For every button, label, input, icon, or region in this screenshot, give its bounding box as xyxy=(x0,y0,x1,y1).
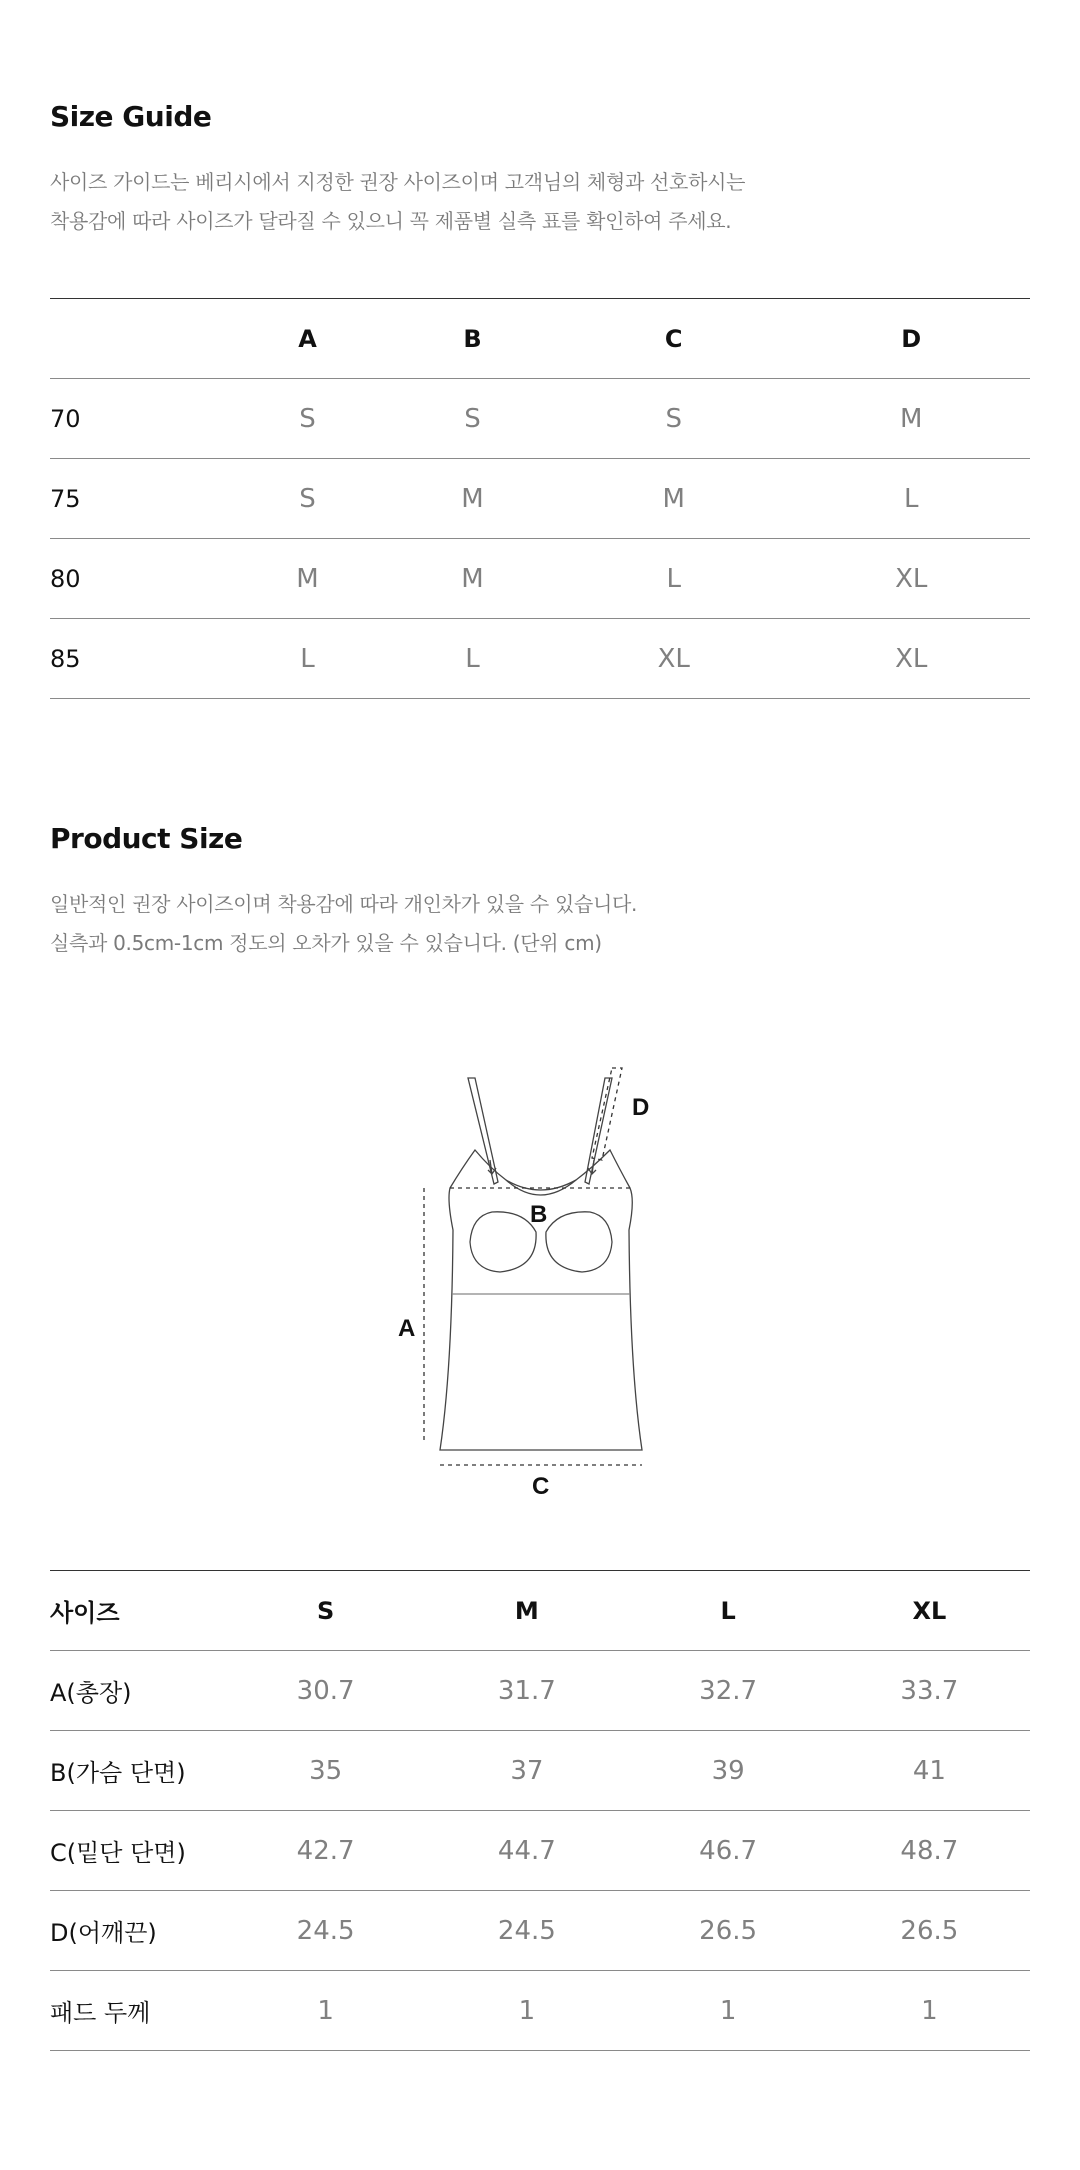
column-header: M xyxy=(514,1596,539,1625)
size-guide-desc-line1: 사이즈 가이드는 베리시에서 지정한 권장 사이즈이며 고객님의 체형과 선호하시는 xyxy=(50,170,746,194)
table-cell: 30.7 xyxy=(296,1675,355,1706)
table-cell: 33.7 xyxy=(900,1675,959,1706)
table-row xyxy=(50,1731,1030,1811)
table-cell: XL xyxy=(895,643,928,674)
row-label: 85 xyxy=(50,644,81,673)
table-cell: M xyxy=(662,483,685,514)
table-cell: L xyxy=(300,643,315,674)
size-header-label: 사이즈 xyxy=(50,1599,120,1627)
table-row xyxy=(50,1651,1030,1731)
table-cell: 44.7 xyxy=(497,1835,556,1866)
table-cell: L xyxy=(666,563,681,594)
header-blank xyxy=(50,299,225,379)
product-size-table xyxy=(50,1570,1030,2051)
table-row xyxy=(50,1891,1030,1971)
camisole-measurement-diagram xyxy=(340,1060,740,1520)
table-cell: XL xyxy=(895,563,928,594)
diagram-label-a: A xyxy=(398,1315,416,1342)
table-cell: 31.7 xyxy=(497,1675,556,1706)
size-guide-table xyxy=(50,298,1030,699)
product-size-section xyxy=(50,822,1030,963)
table-header-row xyxy=(50,1571,1030,1651)
table-cell: L xyxy=(465,643,480,674)
table-row xyxy=(50,1811,1030,1891)
table-row xyxy=(50,539,1030,619)
table-cell: 26.5 xyxy=(900,1915,959,1946)
row-label: 75 xyxy=(50,484,81,513)
table-cell: 26.5 xyxy=(699,1915,758,1946)
table-cell: M xyxy=(296,563,319,594)
table-cell: S xyxy=(299,403,316,434)
table-cell: 46.7 xyxy=(699,1835,758,1866)
column-header: L xyxy=(720,1596,736,1625)
product-size-desc-line2: 실측과 0.5cm-1cm 정도의 오차가 있을 수 있습니다. (단위 cm) xyxy=(50,931,602,955)
left-pad xyxy=(470,1212,536,1272)
column-header: B xyxy=(463,324,482,353)
column-header: D xyxy=(901,324,922,353)
table-cell: 1 xyxy=(921,1995,938,2026)
table-cell: 24.5 xyxy=(296,1915,355,1946)
table-cell: 32.7 xyxy=(699,1675,758,1706)
row-label: A(총장) xyxy=(50,1679,132,1707)
table-cell: M xyxy=(461,563,484,594)
table-cell: XL xyxy=(657,643,690,674)
row-label: C(밑단 단면) xyxy=(50,1839,186,1867)
table-cell: 1 xyxy=(317,1995,334,2026)
row-label: 70 xyxy=(50,404,81,433)
table-row xyxy=(50,1971,1030,2051)
row-label: D(어깨끈) xyxy=(50,1919,157,1947)
diagram-label-d: D xyxy=(632,1094,650,1121)
measure-line-d xyxy=(592,1068,622,1160)
row-label: 80 xyxy=(50,564,81,593)
table-header-row xyxy=(50,299,1030,379)
table-cell: S xyxy=(665,403,682,434)
left-strap xyxy=(468,1078,498,1184)
column-header: A xyxy=(298,324,317,353)
diagram-label-c: C xyxy=(532,1473,550,1500)
table-cell: S xyxy=(299,483,316,514)
column-header: XL xyxy=(912,1596,947,1625)
table-cell: S xyxy=(464,403,481,434)
table-cell: M xyxy=(461,483,484,514)
table-cell: 41 xyxy=(912,1755,946,1786)
table-cell: 48.7 xyxy=(900,1835,959,1866)
diagram-label-b: B xyxy=(530,1201,548,1228)
row-label: B(가슴 단면) xyxy=(50,1759,186,1787)
product-size-desc-line1: 일반적인 권장 사이즈이며 착용감에 따라 개인차가 있을 수 있습니다. xyxy=(50,892,638,916)
right-pad xyxy=(546,1212,612,1272)
table-cell: L xyxy=(903,483,919,514)
table-cell: M xyxy=(900,403,923,434)
product-size-title: Product Size xyxy=(50,822,243,855)
table-cell: 35 xyxy=(309,1755,343,1786)
size-guide-title: Size Guide xyxy=(50,100,212,133)
size-guide-section xyxy=(50,100,1030,699)
table-cell: 1 xyxy=(719,1995,737,2026)
table-row xyxy=(50,619,1030,699)
table-cell: 37 xyxy=(510,1755,544,1786)
table-cell: 42.7 xyxy=(296,1835,355,1866)
camisole-body xyxy=(440,1150,642,1450)
table-cell: 1 xyxy=(518,1995,536,2026)
column-header: S xyxy=(316,1596,335,1625)
table-row xyxy=(50,379,1030,459)
table-row xyxy=(50,459,1030,539)
row-label: 패드 두께 xyxy=(50,1999,151,2027)
table-cell: 39 xyxy=(711,1755,745,1786)
size-guide-desc-line2: 착용감에 따라 사이즈가 달라질 수 있으니 꼭 제품별 실측 표를 확인하여 주세요. xyxy=(50,209,732,233)
column-header: C xyxy=(664,324,683,353)
product-size-table-wrap xyxy=(50,1570,1030,2051)
table-cell: 24.5 xyxy=(497,1915,556,1946)
